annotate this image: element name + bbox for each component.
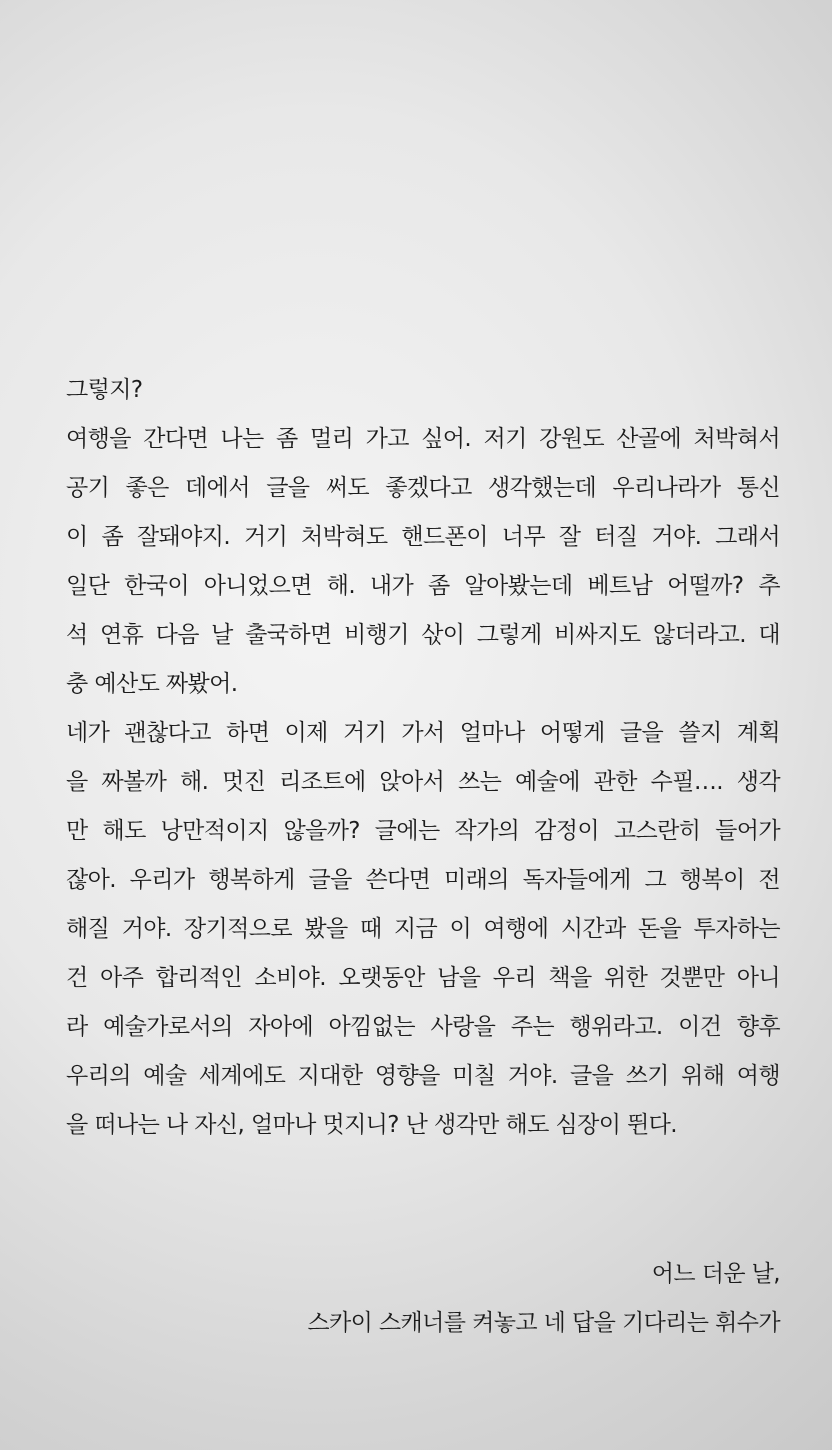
letter-line: 을 떠나는 나 자신, 얼마나 멋지니? 난 생각만 해도 심장이 뛴다. (66, 1112, 677, 1138)
letter-line: 해질 거야. 장기적으로 봤을 때 지금 이 여행에 시간과 돈을 투자하는 (66, 916, 780, 942)
letter-line: 석 연휴 다음 날 출국하면 비행기 삯이 그렇게 비싸지도 않더라고. 대 (66, 622, 780, 648)
letter-line: 이 좀 잘돼야지. 거기 처박혀도 핸드폰이 너무 잘 터질 거야. 그래서 (66, 524, 780, 550)
letter-line: 을 짜볼까 해. 멋진 리조트에 앉아서 쓰는 예술에 관한 수필…. 생각 (66, 769, 780, 795)
signature-sender: 스카이 스캐너를 켜놓고 네 답을 기다리는 휘수가 (307, 1310, 780, 1336)
signature-block (66, 1250, 780, 1348)
letter-line: 일단 한국이 아니었으면 해. 내가 좀 알아봤는데 베트남 어떨까? 추 (66, 573, 780, 599)
signature-date: 어느 더운 날, (651, 1261, 780, 1287)
letter-line: 라 예술가로서의 자아에 아낌없는 사랑을 주는 행위라고. 이건 향후 (66, 1014, 780, 1040)
letter-line: 우리의 예술 세계에도 지대한 영향을 미칠 거야. 글을 쓰기 위해 여행 (66, 1063, 780, 1089)
letter-line: 여행을 간다면 나는 좀 멀리 가고 싶어. 저기 강원도 산골에 처박혀서 (66, 426, 780, 452)
letter-line: 만 해도 낭만적이지 않을까? 글에는 작가의 감정이 고스란히 들어가 (66, 818, 780, 844)
letter-line: 네가 괜찮다고 하면 이제 거기 가서 얼마나 어떻게 글을 쓸지 계획 (66, 720, 780, 746)
letter-line: 건 아주 합리적인 소비야. 오랫동안 남을 우리 책을 위한 것뿐만 아니 (66, 965, 780, 991)
letter-body (66, 366, 780, 1150)
letter-line: 그렇지? (66, 377, 143, 403)
letter-line: 잖아. 우리가 행복하게 글을 쓴다면 미래의 독자들에게 그 행복이 전 (66, 867, 780, 893)
letter-line: 충 예산도 짜봤어. (66, 671, 238, 697)
letter-line: 공기 좋은 데에서 글을 써도 좋겠다고 생각했는데 우리나라가 통신 (66, 475, 780, 501)
